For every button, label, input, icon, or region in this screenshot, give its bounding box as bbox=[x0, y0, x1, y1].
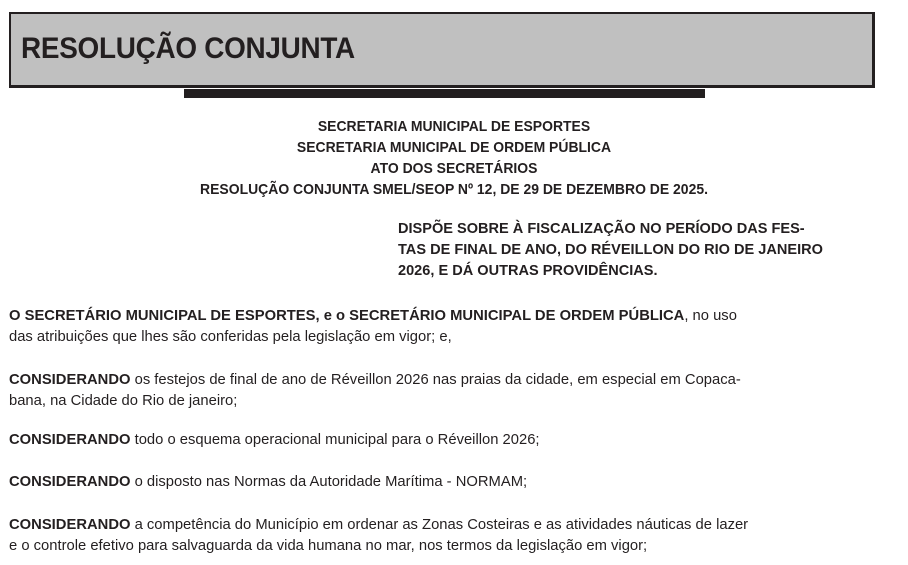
heading-ato: ATO DOS SECRETÁRIOS bbox=[370, 160, 538, 177]
considerando-keyword: CONSIDERANDO bbox=[9, 516, 131, 533]
ementa bbox=[398, 218, 869, 281]
preamble-text: , no uso bbox=[684, 307, 737, 324]
considerando-keyword: CONSIDERANDO bbox=[9, 431, 131, 448]
considerando-text: todo o esquema operacional municipal para o Réveillon 2026; bbox=[130, 431, 540, 448]
ementa-line: TAS DE FINAL DE ANO, DO RÉVEILLON DO RIO DE JANEIRO bbox=[398, 241, 823, 258]
considerando-paragraph bbox=[9, 369, 889, 411]
considerando-keyword: CONSIDERANDO bbox=[9, 473, 131, 490]
page-title: RESOLUÇÃO CONJUNTA bbox=[21, 32, 355, 65]
document-heading bbox=[0, 116, 908, 200]
heading-secretaria-ordem-publica: SECRETARIA MUNICIPAL DE ORDEM PÚBLICA bbox=[296, 139, 612, 156]
header-box bbox=[9, 12, 875, 88]
ementa-line: 2026, E DÁ OUTRAS PROVIDÊNCIAS. bbox=[398, 262, 658, 279]
considerando-text: a competência do Município em ordenar as Zonas Costeiras e as atividades náuticas de lazer bbox=[130, 516, 749, 533]
considerando-text: e o controle efetivo para salvaguarda da vida humana no mar, nos termos da legislação em vigor; bbox=[9, 537, 648, 554]
considerando-paragraph bbox=[9, 514, 889, 556]
preamble-bold: O SECRETÁRIO MUNICIPAL DE ESPORTES, e o SECRETÁRIO MUNICIPAL DE ORDEM PÚBLICA bbox=[9, 307, 685, 324]
heading-secretaria-esportes: SECRETARIA MUNICIPAL DE ESPORTES bbox=[317, 118, 591, 135]
considerando-paragraph bbox=[9, 429, 889, 450]
preamble-paragraph bbox=[9, 305, 889, 347]
preamble-line2: das atribuições que lhes são conferidas pela legislação em vigor; e, bbox=[9, 328, 452, 345]
considerando-keyword: CONSIDERANDO bbox=[9, 371, 131, 388]
ementa-line: DISPÕE SOBRE À FISCALIZAÇÃO NO PERÍODO DAS FES- bbox=[398, 220, 805, 237]
considerando-text: o disposto nas Normas da Autoridade Marítima - NORMAM; bbox=[130, 473, 528, 490]
header-underline-bar bbox=[184, 89, 705, 98]
considerando-paragraph bbox=[9, 471, 889, 492]
heading-resolucao-number: RESOLUÇÃO CONJUNTA SMEL/SEOP Nº 12, DE 29 DE DEZEMBRO DE 2025. bbox=[200, 181, 708, 198]
considerando-text: bana, na Cidade do Rio de janeiro; bbox=[9, 392, 238, 409]
considerando-text: os festejos de final de ano de Réveillon 2026 nas praias da cidade, em especial em Copaca- bbox=[130, 371, 741, 388]
